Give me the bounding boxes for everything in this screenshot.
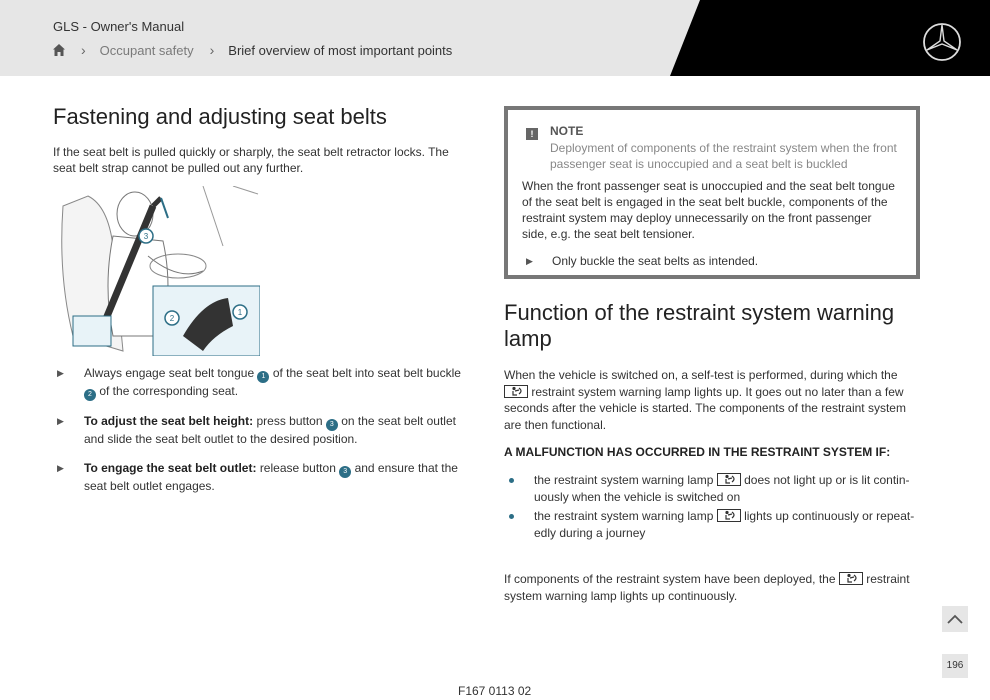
play-arrow-icon: ▶ <box>526 256 533 266</box>
callout-2 <box>165 311 179 325</box>
malfunction-heading: A MALFUNCTION HAS OCCURRED IN THE RESTRAINT SYSTEM IF: <box>504 445 891 459</box>
play-arrow-icon: ▶ <box>57 416 64 426</box>
breadcrumb <box>53 42 452 58</box>
list-item: ▶ To adjust the seat belt height: press button 3 on the seat belt outlet and slide the seat belt outlet to the desired position. <box>57 414 456 446</box>
svg-text:2: 2 <box>169 314 175 323</box>
note-step: ▶ Only buckle the seat belts as intended. <box>526 254 759 268</box>
scroll-to-top-button[interactable] <box>942 606 968 632</box>
seat-belt-section <box>53 100 463 493</box>
manual-title: GLS - Owner's Manual <box>53 19 185 34</box>
restraint-warning-lamp-icon <box>717 509 741 522</box>
seat-belt-intro: If the seat belt is pulled quickly or sharply, the seat belt retractor locks. The seat belt strap cannot be pulled out any further. <box>53 145 449 175</box>
page-number: 196 <box>942 654 968 678</box>
note-subheading: Deployment of components of the restraint system when the front passenger seat is unoccupied and a seat belt is buckled <box>550 141 897 171</box>
malfunction-list <box>504 472 920 541</box>
callout-badge: 3 <box>326 419 338 431</box>
home-icon[interactable] <box>53 44 65 56</box>
page-header <box>0 0 990 76</box>
warning-lamp-section <box>504 300 920 604</box>
note-heading: NOTE <box>550 124 584 138</box>
chevron-right-icon: › <box>209 42 215 58</box>
mercedes-star-logo <box>922 22 962 62</box>
seat-belt-illustration <box>53 186 260 356</box>
list-item: the restraint system warning lamp lights up continuously or repeat- edly during a journey <box>504 508 920 541</box>
figure-code: F167 0113 02 <box>458 684 532 698</box>
note-box <box>504 106 920 279</box>
deployed-paragraph: If components of the restraint system have been deployed, the restraint system warning lamp lights up continuously. <box>504 572 910 603</box>
restraint-warning-lamp-icon <box>839 572 863 585</box>
list-item: ▶ To engage the seat belt outlet: release button 3 and ensure that the seat belt outlet engages. <box>57 460 458 493</box>
section-title-seat-belts: Fastening and adjusting seat belts <box>53 104 387 129</box>
svg-text:1: 1 <box>237 308 243 317</box>
callout-badge: 3 <box>339 466 351 478</box>
exclamation-icon: ! <box>526 128 538 140</box>
note-body: When the front passenger seat is unoccupied and the seat belt tongue of the seat belt is engaged in the seat belt buckle, components of the restraint system may deploy unnecessarily on the front passenger side, e.g. the seat belt tensioner. <box>522 179 895 241</box>
self-test-paragraph: When the vehicle is switched on, a self-test is performed, during which the restraint system warning lamp lights up. It goes out no later than a few seconds after the vehicle is started. The components of the restraint system are then functional. <box>504 368 906 432</box>
restraint-warning-lamp-icon <box>504 385 528 398</box>
restraint-warning-lamp-icon <box>717 473 741 486</box>
chevron-right-icon: › <box>81 42 86 58</box>
breadcrumb-current: Brief overview of most important points <box>228 42 453 58</box>
section-title-warning-lamp: Function of the restraint system warning lamp <box>504 300 895 351</box>
chevron-up-icon <box>947 614 963 624</box>
seat-belt-instructions <box>53 365 463 506</box>
play-arrow-icon: ▶ <box>57 462 64 473</box>
callout-badge: 1 <box>257 371 269 383</box>
callout-1 <box>233 305 247 319</box>
play-arrow-icon: ▶ <box>57 368 64 378</box>
breadcrumb-link-occupant-safety[interactable]: Occupant safety <box>99 42 194 58</box>
callout-badge: 2 <box>84 389 96 401</box>
list-item: the restraint system warning lamp does not light up or is lit contin- uously when the vehicle is switched on <box>504 472 920 505</box>
list-item: ▶ Always engage seat belt tongue 1 of the seat belt into seat belt buckle 2 of the corresponding seat. <box>53 365 463 401</box>
svg-text:3: 3 <box>143 232 149 241</box>
callout-3 <box>139 229 153 243</box>
